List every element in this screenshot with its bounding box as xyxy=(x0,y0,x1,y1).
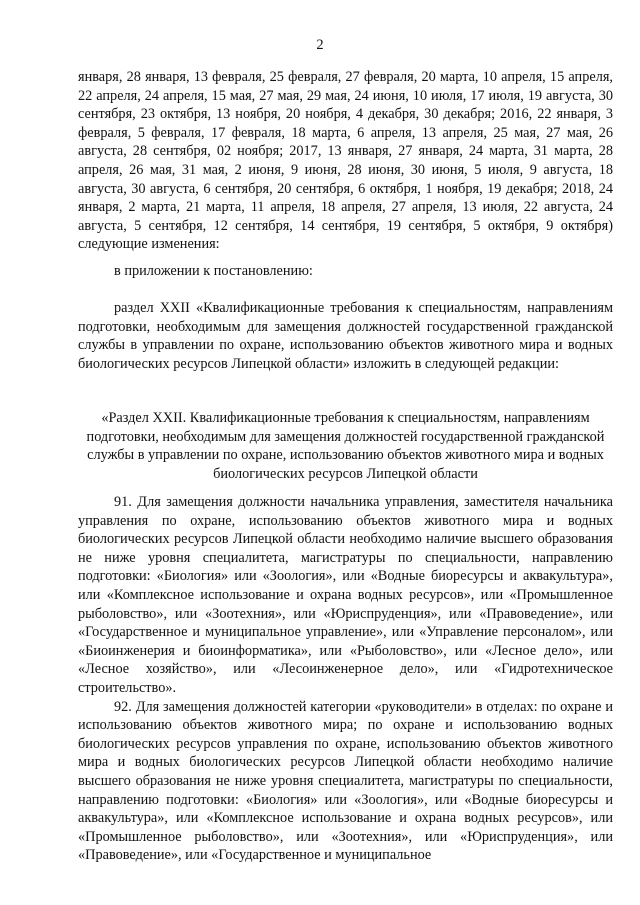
section-heading: «Раздел XXII. Квалификационные требования к специальностям, направлениям подготовки, необходимым для замещения должностей государственной гражданской службы в управлении по охране, использованию объектов животного мира и водных биологических ресурсов Липецкой области xyxy=(86,410,605,482)
intro-paragraph-block xyxy=(78,68,613,254)
item-92: 92. Для замещения должностей категории «руководители» в отделах: по охране и использованию объектов животного мира; по охране и использованию водных биологических ресурсов управления по охране, использованию объектов животного мира и водных биологических ресурсов Липецкой области необходимо наличие высшего образования не ниже уровня специалитета, магистратуры по специальности, направлению подготовки: «Биология» или «Зоология», или «Водные биоресурсы и аквакультура», или «Комплексное использование и охрана водных ресурсов», или «Промышленное рыболовство», или «Зоотехния», или «Юриспруденция», или «Правоведение», или «Государственное и муниципальное xyxy=(78,698,613,864)
section-heading-block xyxy=(78,409,613,483)
item-91: 91. Для замещения должности начальника управления, заместителя начальника управления по охране, использованию объектов животного мира и водных биологических ресурсов Липецкой области необходимо наличие высшего образования не ниже уровня специалитета, магистратуры по специальности, направлению подготовки: «Биология» или «Зоология», или «Водные биоресурсы и аквакультура», или «Комплексное использование и охрана водных ресурсов», или «Промышленное рыболовство», или «Зоотехния», или «Юриспруденция», или «Правоведение», или «Государственное и муниципальное управление», или «Управление персоналом», или «Биоинженерия и биоинформатика», или «Рыболовство», или «Лесное дело», или «Лесное хозяйство», или «Лесоинженерное дело», или «Гидротехническое строительство». xyxy=(78,494,613,696)
intro-paragraph: января, 28 января, 13 февраля, 25 февраля, 27 февраля, 20 марта, 10 апреля, 15 апреля, 22 апреля, 24 апреля, 15 мая, 27 мая, 29 мая, 24 июня, 10 июля, 17 июля, 19 августа, 30 сентября, 23 октября, 13 ноября, 20 ноября, 4 декабря, 30 декабря; 2016, 22 января, 3 февраля, 5 февраля, 17 февраля, 18 марта, 6 апреля, 13 апреля, 25 мая, 27 мая, 26 августа, 28 сентября, 02 ноября; 2017, 13 января, 27 января, 24 марта, 31 марта, 28 апреля, 26 мая, 31 мая, 2 июня, 9 июня, 28 июня, 30 июня, 5 июля, 9 августа, 18 августа, 30 августа, 6 сентября, 20 сентября, 6 октября, 1 ноября, 19 декабря; 2018, 24 января, 2 марта, 21 марта, 11 апреля, 18 апреля, 27 апреля, 13 июля, 22 августа, 24 августа, 5 сентября, 12 сентября, 14 сентября, 19 сентября, 5 октября, 9 октября) следующие изменения: xyxy=(78,69,613,253)
razdel-paragraph-block xyxy=(78,299,613,373)
appendix-line: в приложении к постановлению: xyxy=(114,263,313,279)
page-number: 2 xyxy=(316,37,324,53)
razdel-paragraph: раздел XXII «Квалификационные требования к специальностям, направлениям подготовки, необходимым для замещения должностей государственной гражданской службы в управлении по охране, использованию объектов животного мира и водных биологических ресурсов Липецкой области» изложить в следующей редакции: xyxy=(78,300,613,372)
appendix-line-block xyxy=(78,262,613,281)
main-items-block xyxy=(78,493,613,865)
